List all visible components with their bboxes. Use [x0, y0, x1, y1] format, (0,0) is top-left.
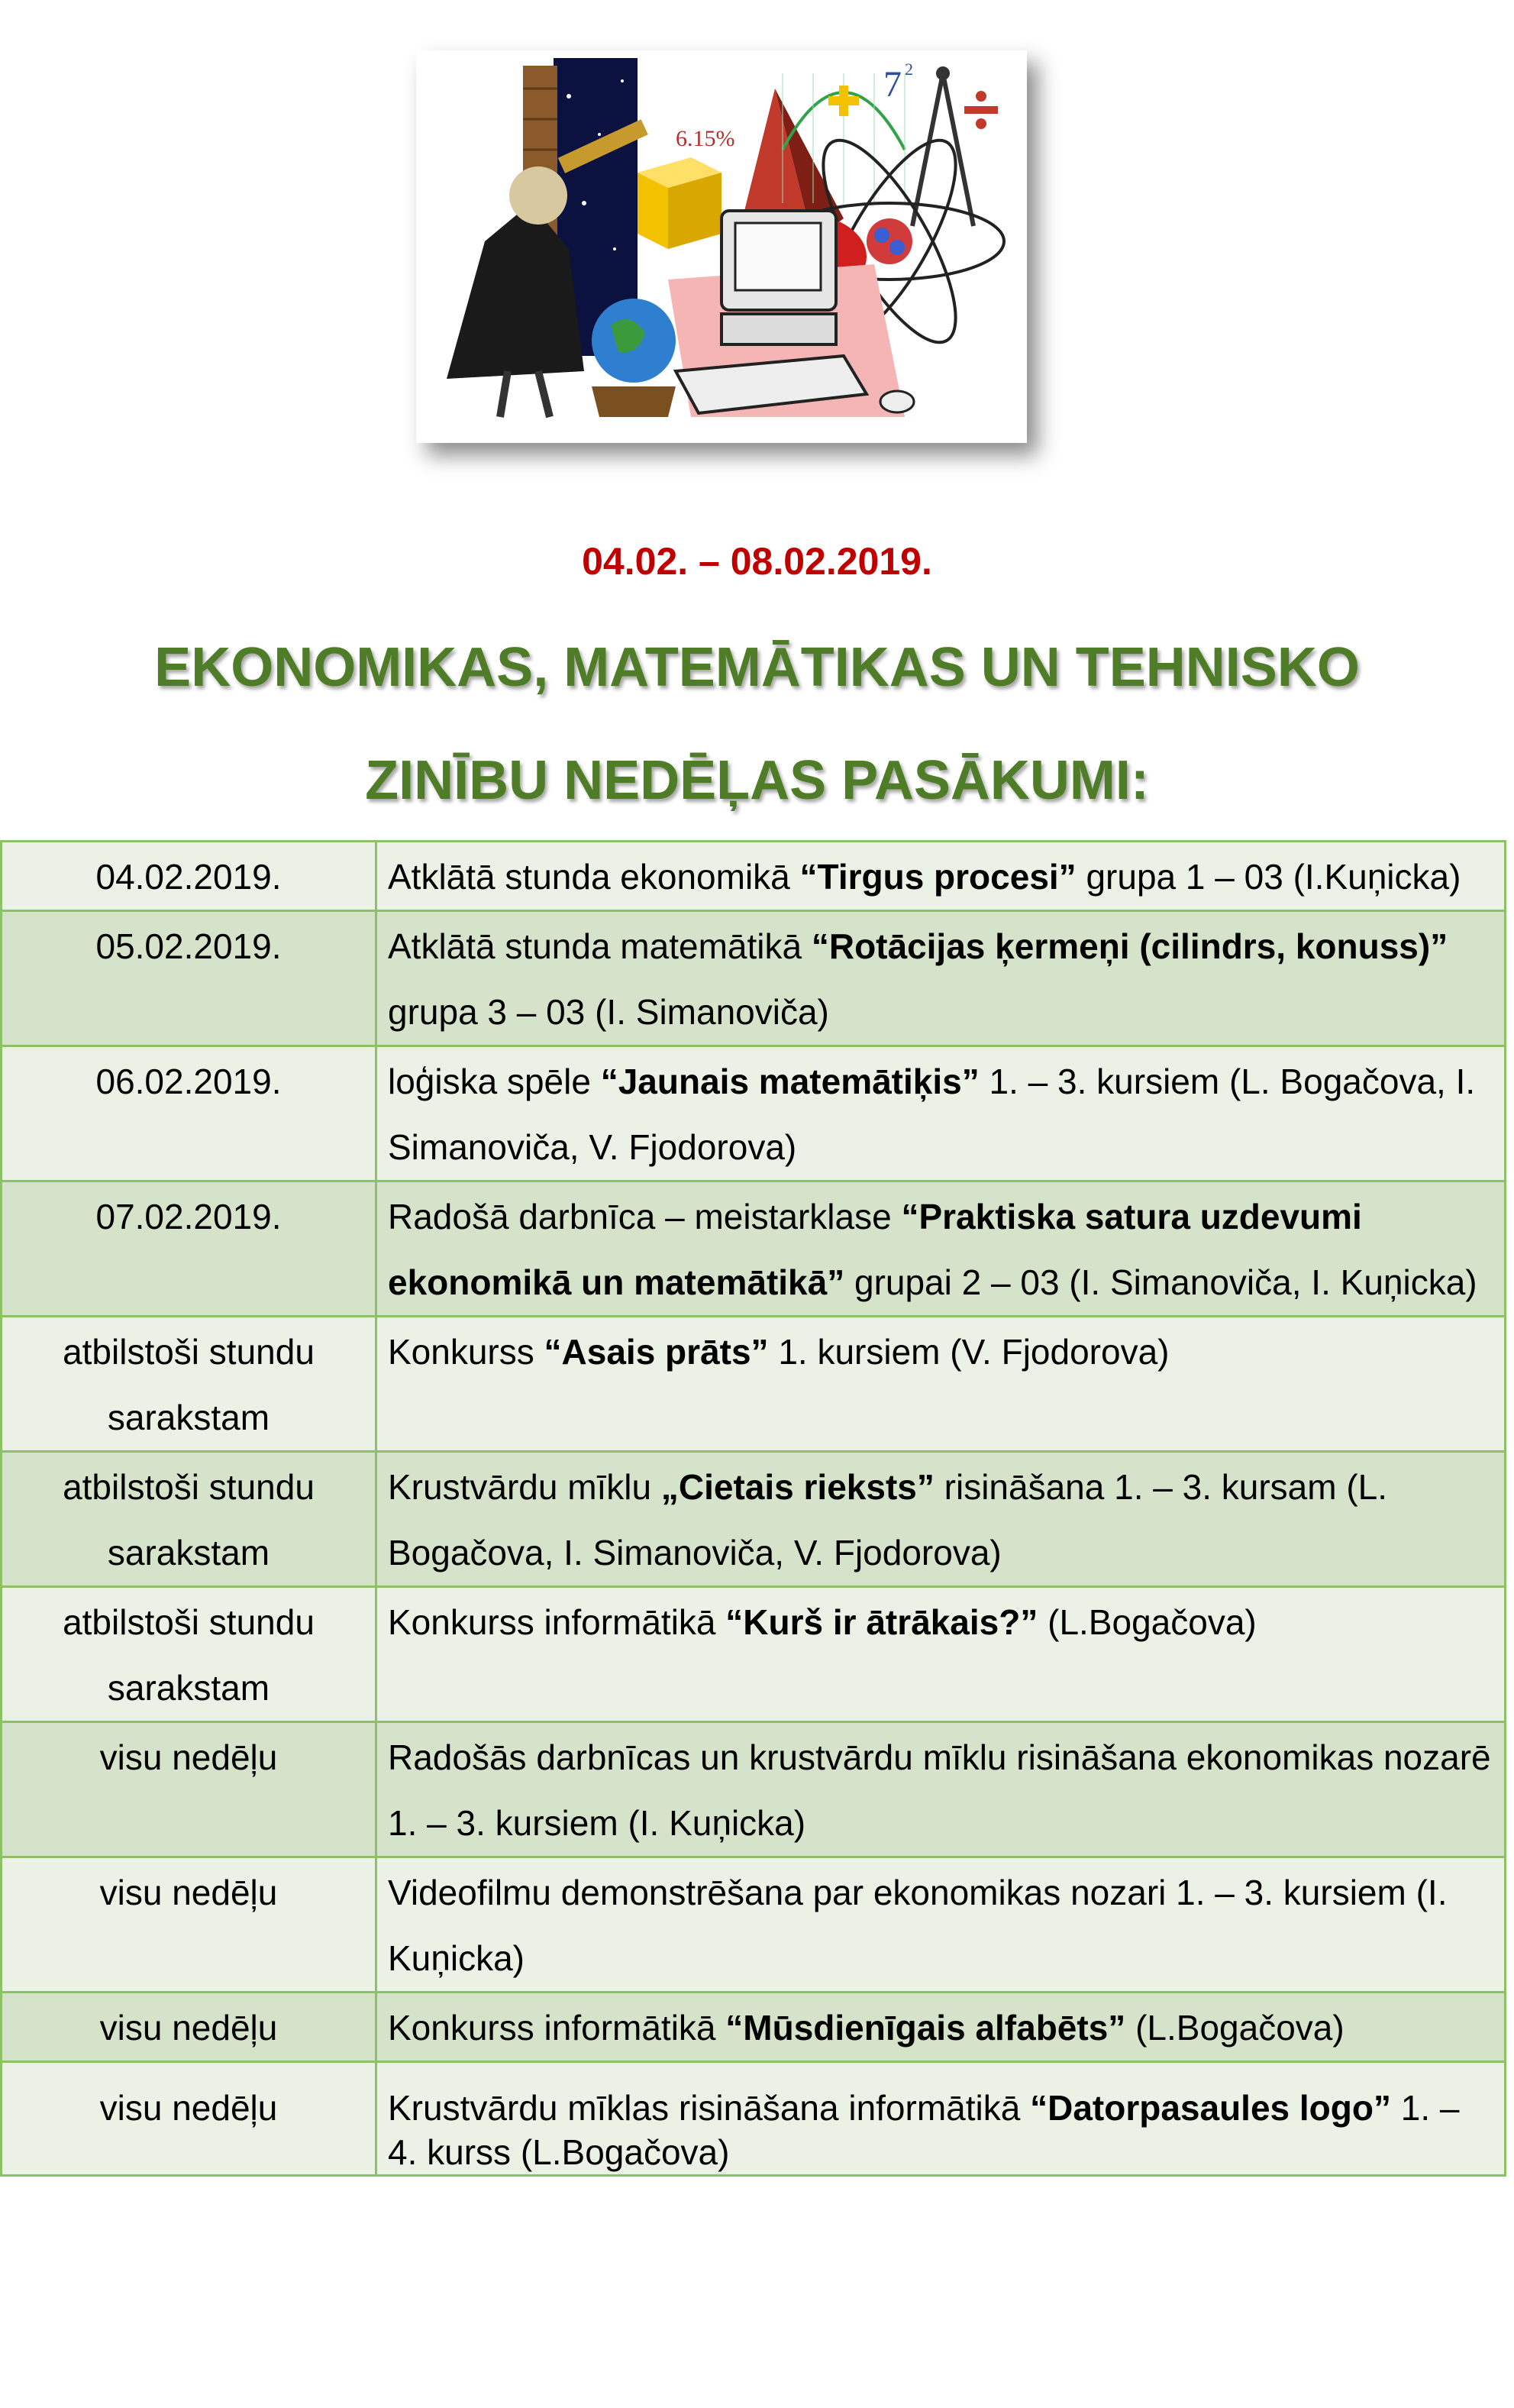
event-details: 1. kursiem (V. Fjodorova) — [768, 1332, 1170, 1372]
event-description-cell — [376, 1046, 1506, 1181]
event-date-cell: 05.02.2019. — [2, 911, 376, 1046]
event-date-cell: visu nedēļu — [2, 1993, 376, 2062]
event-description-cell — [376, 1452, 1506, 1587]
event-text: loģiska spēle — [388, 1062, 601, 1101]
event-description-cell — [376, 842, 1506, 911]
event-title: “Datorpasaules logo” — [1030, 2088, 1391, 2128]
event-text: Radošās darbnīcas un krustvārdu mīklu risināšana ekonomikas nozarē 1. – 3. kursiem (I. Kuņicka) — [388, 1737, 1491, 1843]
event-description-cell — [376, 1181, 1506, 1317]
event-text: Krustvārdu mīklu — [388, 1467, 661, 1507]
event-description-cell — [376, 1722, 1506, 1857]
event-text: Radošā darbnīca – meistarklase — [388, 1197, 902, 1236]
table-row — [2, 1857, 1506, 1993]
division-sign — [976, 91, 986, 102]
power-label: 7 — [883, 64, 902, 105]
event-description-cell — [376, 2062, 1506, 2176]
title-line-1: EKONOMIKAS, MATEMĀTIKAS UN TEHNISKO — [154, 637, 1360, 698]
event-date-cell: visu nedēļu — [2, 1722, 376, 1857]
event-date-cell: atbilstoši stundu sarakstam — [2, 1317, 376, 1452]
event-date-cell: atbilstoši stundu sarakstam — [2, 1452, 376, 1587]
table-row — [2, 1722, 1506, 1857]
event-details: grupa 1 – 03 (I.Kuņicka) — [1076, 857, 1461, 897]
event-title: “Asais prāts” — [544, 1332, 769, 1372]
table-row — [2, 2062, 1506, 2176]
table-row — [2, 842, 1506, 911]
event-text: Konkurss — [388, 1332, 544, 1372]
event-date-cell: 06.02.2019. — [2, 1046, 376, 1181]
table-row — [2, 1993, 1506, 2062]
event-title: “Kurš ir ātrākais?” — [725, 1602, 1038, 1642]
event-date-cell: visu nedēļu — [2, 1857, 376, 1993]
event-date-cell: visu nedēļu — [2, 2062, 376, 2176]
table-row — [2, 1317, 1506, 1452]
date-range: 04.02. – 08.02.2019. — [582, 540, 932, 583]
table-row — [2, 1587, 1506, 1722]
computer-case — [721, 314, 836, 344]
events-table — [0, 840, 1506, 2177]
table-row — [2, 1181, 1506, 1317]
event-title: “Mūsdienīgais alfabēts” — [725, 2008, 1126, 2048]
event-title: “Jaunais matemātiķis” — [600, 1062, 980, 1101]
event-date-cell: atbilstoši stundu sarakstam — [2, 1587, 376, 1722]
percent-label: 6.15% — [676, 126, 735, 151]
event-text: Krustvārdu mīklas risināšana informātikā — [388, 2088, 1031, 2128]
event-description-cell — [376, 1993, 1506, 2062]
page-title — [0, 611, 1514, 837]
event-details: grupai 2 – 03 (I. Simanoviča, I. Kuņicka) — [844, 1262, 1477, 1302]
event-details: grupa 3 – 03 (I. Simanoviča) — [388, 992, 829, 1032]
event-description-cell — [376, 1587, 1506, 1722]
mouse — [880, 391, 914, 412]
event-description-cell — [376, 1857, 1506, 1993]
event-text: Atklātā stunda ekonomikā — [388, 857, 800, 897]
table-row — [2, 1046, 1506, 1181]
event-title: “Rotācijas ķermeņi (cilindrs, konuss)” — [811, 926, 1448, 966]
header-illustration — [416, 50, 1027, 443]
power-exponent: 2 — [905, 60, 913, 79]
event-details: 1. – 3. kursiem (L. Bogačova, I. Simanoviča, V. Fjodorova) — [388, 1062, 1476, 1167]
astronomer-head — [509, 166, 567, 225]
event-date-cell: 04.02.2019. — [2, 842, 376, 911]
event-description-cell — [376, 1317, 1506, 1452]
event-text: Atklātā stunda matemātikā — [388, 926, 812, 966]
science-clipart — [416, 50, 1027, 443]
event-description-cell — [376, 911, 1506, 1046]
event-details: 1. – 4. kurss (L.Bogačova) — [388, 2088, 1460, 2172]
event-date-cell: 07.02.2019. — [2, 1181, 376, 1317]
title-line-2: ZINĪBU NEDĒĻAS PASĀKUMI: — [365, 750, 1149, 811]
event-text: Konkurss informātikā — [388, 1602, 726, 1642]
event-text: Konkurss informātikā — [388, 2008, 726, 2048]
event-details: (L.Bogačova) — [1125, 2008, 1345, 2048]
table-row — [2, 1452, 1506, 1587]
event-details: (L.Bogačova) — [1038, 1602, 1257, 1642]
event-title: “Tirgus procesi” — [799, 857, 1077, 897]
event-title: „Cietais rieksts” — [660, 1467, 935, 1507]
table-row — [2, 911, 1506, 1046]
event-details: risināšana 1. – 3. kursam (L. Bogačova, I. Simanoviča, V. Fjodorova) — [388, 1467, 1388, 1572]
event-title: “Praktiska satura uzdevumi ekonomikā un matemātikā” — [388, 1197, 1362, 1302]
event-text: Videofilmu demonstrēšana par ekonomikas nozari 1. – 3. kursiem (I. Kuņicka) — [388, 1873, 1448, 1978]
